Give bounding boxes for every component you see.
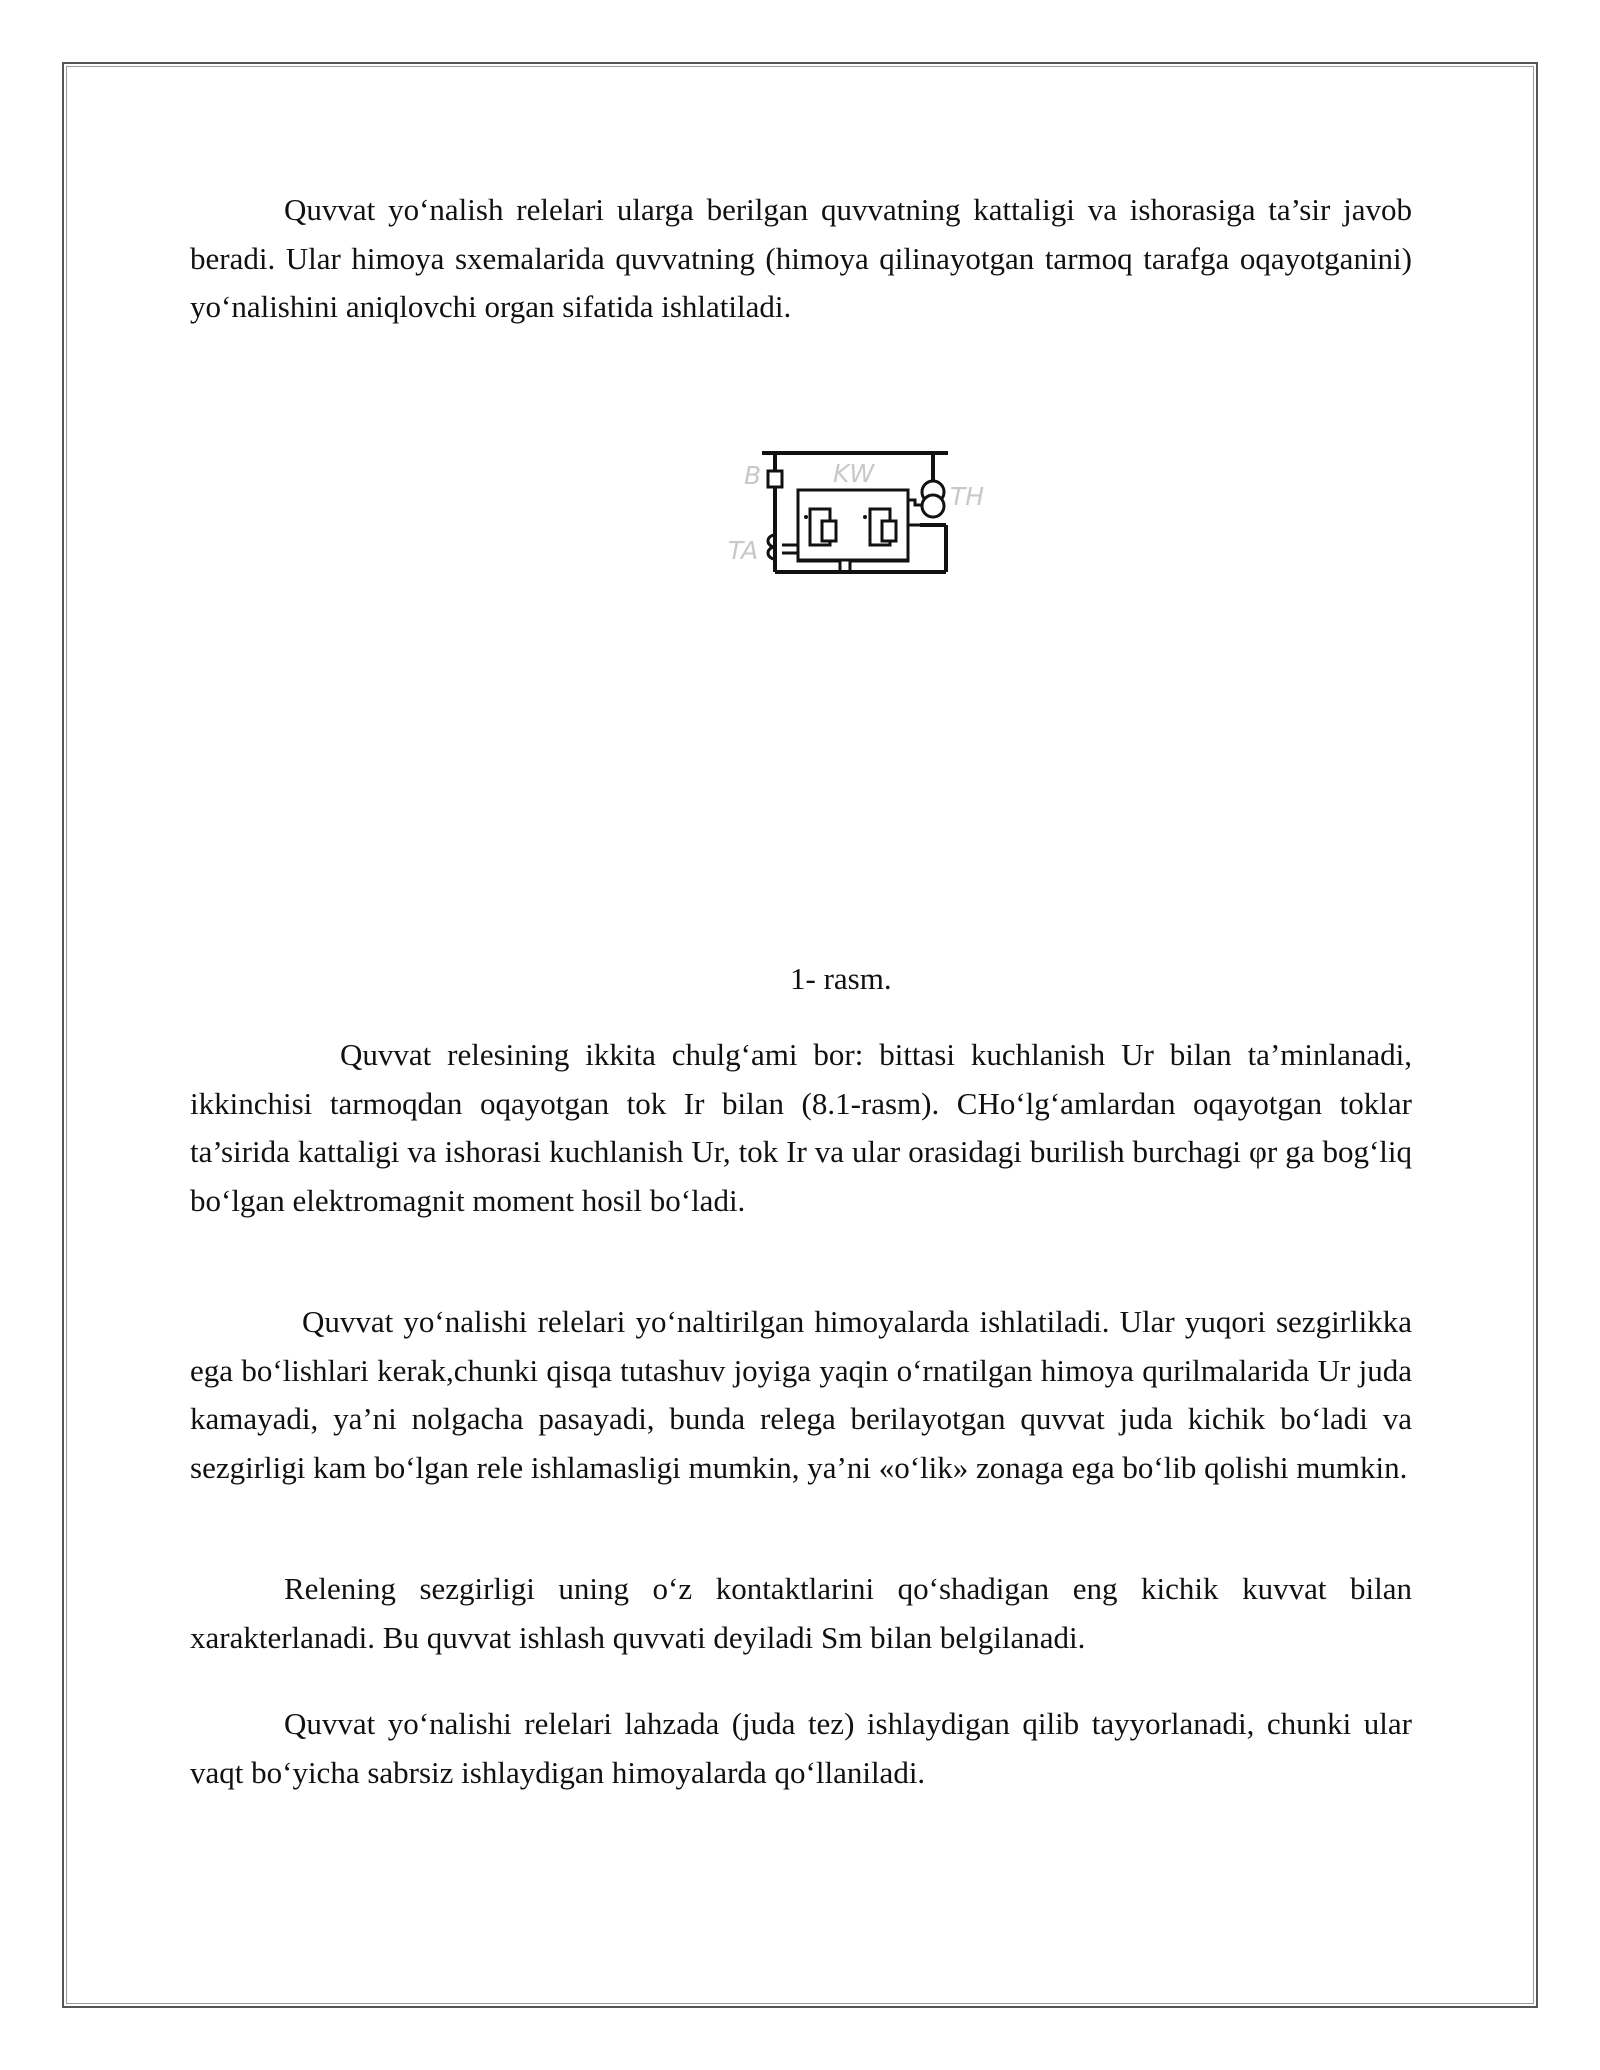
label-relay: KW [833, 459, 875, 488]
relay-circuit-diagram [720, 445, 1000, 580]
label-breaker: B [744, 461, 762, 490]
paragraph-4: Relening sezgirligi uning o‘z kontaktlarini qo‘shadigan eng kichik kuvvat bilan xarakterlanadi. Bu quvvat ishlash quvvati deyiladi Sm bilan belgilanadi. [190, 1571, 1412, 1655]
label-voltage-transformer: TH [950, 482, 985, 511]
label-current-transformer: TA [728, 536, 759, 565]
paragraph-3: Quvvat yo‘nalishi relelari yo‘naltirilgan himoyalarda ishlatiladi. Ular yuqori sezgirlikka ega bo‘lishlari kerak,chunki qisqa tutashuv joyiga yaqin o‘rnatilgan himoya qurilmalarida Ur juda kamayadi, ya’ni nolgacha pasayadi, bunda relega berilayotgan quvvat juda kichik bo‘ladi va sezgirligi kam bo‘lgan rele ishlamasligi mumkin, ya’ni «o‘lik» zonaga ega bo‘lib qolishi mumkin. [190, 1304, 1412, 1485]
breaker-symbol [768, 471, 782, 487]
paragraph-1: Quvvat yo‘nalish relelari ularga berilgan quvvatning kattaligi va ishorasiga ta’sir javob beradi. Ular himoya sxemalarida quvvatning (himoya qilinayotgan tarmoq tarafga oqayotganini) yo‘nalishini aniqlovchi organ sifatida ishlatiladi. [190, 192, 1412, 324]
voltage-transformer-symbol [922, 481, 944, 517]
paragraph-5: Quvvat yo‘nalishi relelari lahzada (juda tez) ishlaydigan qilib tayyorlanadi, chunki ular vaqt bo‘yicha sabrsiz ishlaydigan himoyalarda qo‘llaniladi. [190, 1706, 1412, 1790]
figure-caption: 1- rasm. [790, 961, 892, 996]
paragraph-2: Quvvat relesining ikkita chulg‘ami bor: bittasi kuchlanish Ur bilan ta’minlanadi, ikkinchisi tarmoqdan oqayotgan tok Ir bilan (8.1-rasm). CHo‘lg‘amlardan oqayotgan toklar ta’sirida kattaligi va ishorasi kuchlanish Ur, tok Ir va ular orasidagi burilish burchagi φr ga bog‘liq bo‘lgan elektromagnit moment hosil bo‘ladi. [190, 1037, 1412, 1218]
